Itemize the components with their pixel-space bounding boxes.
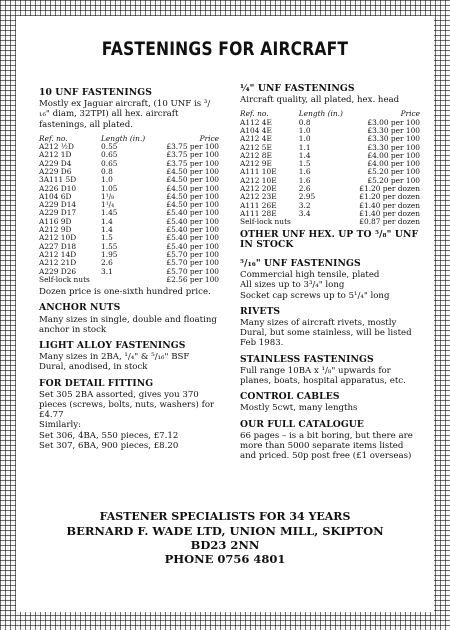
length-cell: 1.6 <box>298 175 311 185</box>
left-column <box>39 88 219 451</box>
length-cell: 0.8 <box>101 167 113 176</box>
col-price: Price <box>199 133 219 143</box>
length-cell: 1.05 <box>101 183 118 193</box>
price-cell: £3.30 per 100 <box>367 134 420 144</box>
price-cell: £4.00 per 100 <box>367 150 420 160</box>
detail-line-306: Set 306, 4BA, 550 pieces, £7.12 <box>39 430 179 441</box>
price-cell: £3.75 per 100 <box>166 150 219 160</box>
right-column <box>240 84 420 461</box>
detail-similarly: Similarly: <box>39 420 82 431</box>
ref-cell: A229 D14 <box>39 200 77 210</box>
footer-tagline: FASTENER SPECIALISTS FOR 34 YEARS <box>99 510 351 523</box>
ref-cell: A212 10E <box>240 175 277 185</box>
price-cell: £4.00 per 100 <box>367 159 420 169</box>
col-ref: Ref. no. <box>39 133 68 143</box>
length-cell: 1.4 <box>101 225 113 235</box>
price-cell: £3.75 per 100 <box>166 142 219 152</box>
ref-cell: A104 6D <box>39 191 72 201</box>
stainless-text: Full range 10BA x ¹/₈" upwards for planes, boats, hospital apparatus, etc. <box>240 365 406 386</box>
price-cell: £4.50 per 100 <box>166 167 219 176</box>
catalogue-text: 66 pages – is a bit boring, but there are more than 5000 separate items listed and priced. 50p post free (£1 overseas) <box>240 430 413 462</box>
ref-cell: A111 10E <box>240 167 277 177</box>
page-title: FASTENINGS FOR AIRCRAFT <box>101 38 349 60</box>
unf10-heading: 10 UNF FASTENINGS <box>39 87 152 98</box>
length-cell: 1.4 <box>101 216 113 226</box>
length-cell: 3.1 <box>101 266 113 276</box>
ref-cell: A229 D6 <box>39 167 72 176</box>
price-cell: £4.50 per 100 <box>166 200 219 210</box>
ref-cell: A111 26E <box>240 200 277 210</box>
length-cell: 2.6 <box>298 184 311 194</box>
length-cell <box>101 276 155 284</box>
ref-cell: A116 9D <box>39 216 72 226</box>
ref-cell: A212 ½D <box>39 142 74 152</box>
footer-phone: PHONE 0756 4801 <box>164 552 286 566</box>
alloy-heading: LIGHT ALLOY FASTENINGS <box>39 339 186 351</box>
ref-cell: A212 21D <box>39 258 77 268</box>
table-row <box>39 276 219 284</box>
price-cell: £5.40 per 100 <box>166 233 219 243</box>
unfq-intro: Aircraft quality, all plated, hex. head <box>240 95 400 106</box>
price-cell: £1.20 per dozen <box>359 192 420 202</box>
price-cell: £3.30 per 100 <box>367 142 420 152</box>
unf10-rows <box>39 143 219 284</box>
length-cell: 1.0 <box>298 126 311 135</box>
advert-panel <box>16 16 434 612</box>
ref-cell: A212 9D <box>39 225 72 235</box>
price-cell: £3.75 per 100 <box>166 158 219 168</box>
col-price: Price <box>400 109 420 119</box>
unf10-intro: Mostly ex Jaguar aircraft, (10 UNF is ³/₁₆" diam, 32TPI) all hex. aircraft fastenings, all plated. <box>39 99 211 130</box>
length-cell: 1.5 <box>101 233 113 243</box>
price-cell: £4.50 per 100 <box>166 191 219 201</box>
ref-cell: A226 D10 <box>39 183 77 193</box>
footer-company: BERNARD F. WADE LTD, UNION MILL, SKIPTON <box>66 524 384 538</box>
price-cell: £2.56 per 100 <box>166 274 219 284</box>
price-cell: £5.40 per 100 <box>166 208 219 218</box>
cables-text: Mostly 5cwt, many lengths <box>240 403 358 414</box>
rivets-text: Many sizes of aircraft rivets, mostly Dural, but some stainless, will be listed Feb 1983. <box>240 317 412 349</box>
length-cell <box>299 218 350 226</box>
col-ref: Ref. no. <box>240 109 269 119</box>
ref-cell: 3A111 5D <box>39 175 77 185</box>
price-cell: £5.20 per 100 <box>367 167 420 177</box>
ref-cell: A227 D18 <box>39 241 77 251</box>
length-cell: 1¹/₄ <box>101 200 115 210</box>
ref-cell: A212 14D <box>39 249 77 259</box>
length-cell: 2.6 <box>101 258 113 268</box>
anchor-text: Many sizes in single, double and floating anchor in stock <box>39 314 217 335</box>
price-cell: £5.40 per 100 <box>166 241 219 251</box>
unf10-table <box>39 135 219 284</box>
unf516-line3: Socket cap screws up to 5¹/₄" long <box>240 290 390 301</box>
length-cell: 0.65 <box>101 150 118 160</box>
ref-cell: Self-lock nuts <box>240 217 291 227</box>
length-cell: 1¹/₈ <box>101 191 115 201</box>
length-cell: 3.4 <box>298 208 311 218</box>
price-cell: £1.40 per dozen <box>359 208 420 218</box>
price-cell: £5.70 per 100 <box>166 258 219 268</box>
ref-cell: A229 D17 <box>39 208 77 218</box>
unf516-line1: Commercial high tensile, plated <box>240 270 380 281</box>
unfq-heading: ¼" UNF FASTENINGS <box>240 83 355 94</box>
length-cell: 1.6 <box>298 167 311 177</box>
footer <box>16 510 434 566</box>
price-cell: £4.50 per 100 <box>166 175 219 185</box>
ref-cell: A104 4E <box>240 126 272 135</box>
length-cell: 1.5 <box>298 159 311 169</box>
length-cell: 1.0 <box>101 175 113 185</box>
ref-cell: A212 1D <box>39 150 72 160</box>
length-cell: 0.65 <box>101 158 118 168</box>
detail-text: Set 305 2BA assorted, gives you 370 pieces (screws, bolts, nuts, washers) for £4.77 <box>39 389 215 421</box>
alloy-text: Many sizes in 2BA, ¹/₄" & ⁵/₁₆" BSF Dural, anodised, in stock <box>39 352 190 373</box>
length-cell: 1.4 <box>298 150 311 160</box>
unf516-line2: All sizes up to 3³/₄" long <box>240 280 345 291</box>
price-cell: £5.70 per 100 <box>166 249 219 259</box>
length-cell: 3.2 <box>298 200 311 210</box>
rivets-heading: RIVETS <box>240 305 281 317</box>
length-cell: 1.45 <box>101 208 118 218</box>
price-cell: £5.70 per 100 <box>166 266 219 276</box>
price-cell: £0.87 per dozen <box>359 217 420 227</box>
ref-cell: A212 4E <box>240 134 272 144</box>
ref-cell: A229 D4 <box>39 158 72 168</box>
length-cell: 0.8 <box>298 117 311 127</box>
other-unf-heading: OTHER UNF HEX. UP TO ⁵/₈" UNF IN STOCK <box>240 228 419 250</box>
stainless-heading: STAINLESS FASTENINGS <box>240 353 374 365</box>
col-length: Length (in.) <box>101 133 146 143</box>
price-cell: £3.00 per 100 <box>367 117 420 127</box>
footer-postcode: BD23 2NN <box>190 538 260 552</box>
ref-cell: A112 4E <box>240 117 272 127</box>
unfq-table <box>240 110 420 226</box>
unf10-note: Dozen price is one-sixth hundred price. <box>39 287 211 298</box>
price-cell: £5.40 per 100 <box>166 216 219 226</box>
unf516-heading: ⁵/₁₆" UNF FASTENINGS <box>240 257 361 269</box>
detail-heading: FOR DETAIL FITTING <box>39 377 154 389</box>
ref-cell: A212 8E <box>240 150 272 160</box>
ref-cell: Self-lock nuts <box>39 274 90 284</box>
price-cell: £4.50 per 100 <box>166 183 219 193</box>
length-cell: 1.95 <box>101 249 118 259</box>
price-cell: £1.20 per dozen <box>359 184 420 194</box>
ref-cell: A212 9E <box>240 159 272 169</box>
unfq-rows <box>240 119 420 227</box>
price-cell: £5.20 per 100 <box>367 175 420 185</box>
cables-heading: CONTROL CABLES <box>240 391 340 403</box>
ref-cell: A212 10D <box>39 233 77 243</box>
price-cell: £1.40 per dozen <box>359 200 420 210</box>
ref-cell: A229 D26 <box>39 266 77 276</box>
table-row <box>240 218 420 226</box>
length-cell: 1.55 <box>101 241 118 251</box>
length-cell: 1.0 <box>298 134 311 144</box>
ref-cell: A212 5E <box>240 142 272 152</box>
detail-line-307: Set 307, 6BA, 900 pieces, £8.20 <box>39 440 179 451</box>
price-cell: £5.40 per 100 <box>166 225 219 235</box>
length-cell: 2.95 <box>298 192 316 202</box>
price-cell: £3.30 per 100 <box>367 126 420 135</box>
ref-cell: A212 23E <box>240 192 277 202</box>
length-cell: 1.1 <box>298 142 311 152</box>
anchor-heading: ANCHOR NUTS <box>39 302 121 314</box>
length-cell: 0.55 <box>101 142 118 152</box>
catalogue-heading: OUR FULL CATALOGUE <box>240 418 365 430</box>
ref-cell: A212 20E <box>240 184 277 194</box>
ref-cell: A111 28E <box>240 208 277 218</box>
col-length: Length (in.) <box>298 109 343 119</box>
